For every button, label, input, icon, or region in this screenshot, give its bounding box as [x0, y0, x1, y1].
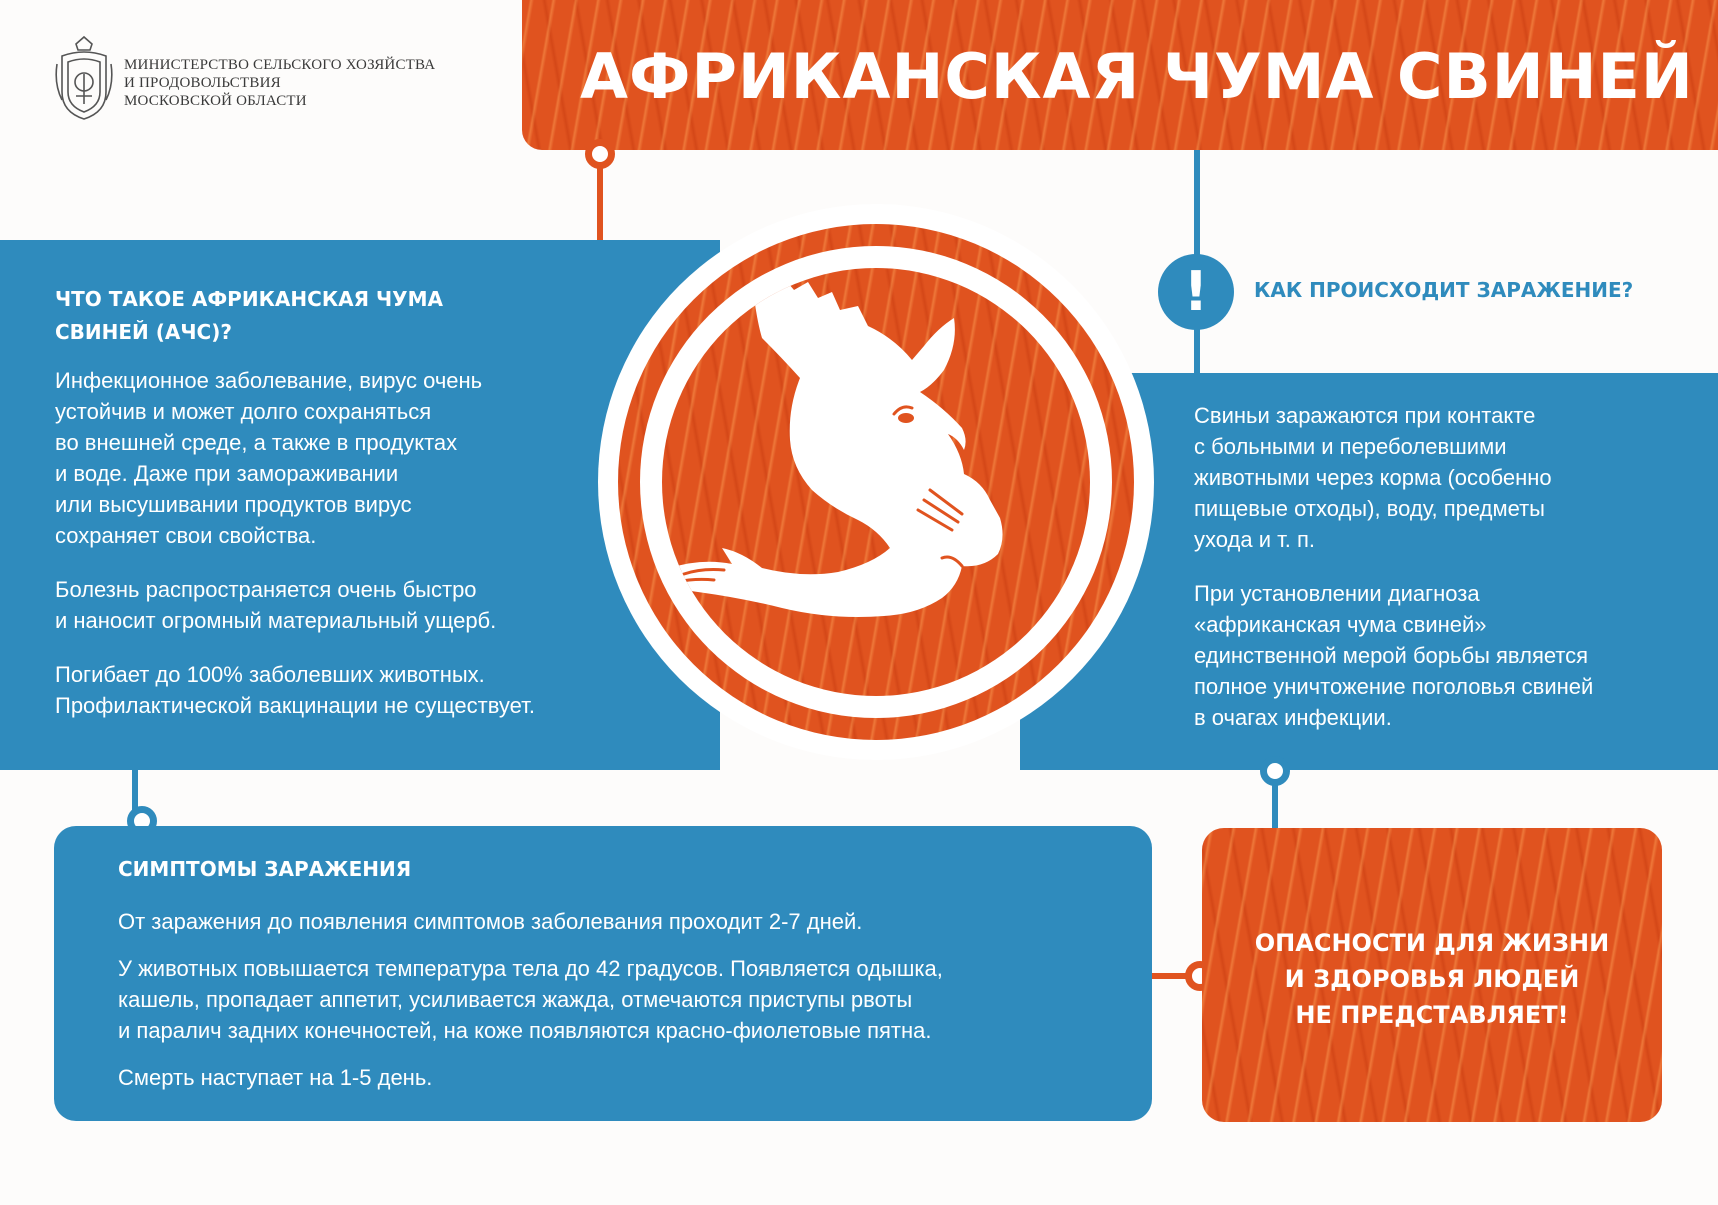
- ministry-name-line: И ПРОДОВОЛЬСТВИЯ: [124, 75, 281, 91]
- text-line: или высушивании продуктов вирус: [55, 492, 412, 517]
- text-line: При установлении диагноза: [1194, 581, 1480, 606]
- coat-of-arms-icon: [54, 34, 114, 122]
- exclamation-glyph: !: [1183, 260, 1209, 323]
- paragraph: [118, 906, 1118, 937]
- text-line: ОПАСНОСТИ ДЛЯ ЖИЗНИ: [1254, 929, 1610, 957]
- page-title: АФРИКАНСКАЯ ЧУМА СВИНЕЙ: [580, 40, 1694, 113]
- ministry-name-line: МОСКОВСКОЙ ОБЛАСТИ: [124, 93, 307, 109]
- text-line: и воде. Даже при замораживании: [55, 461, 399, 486]
- text-line: и наносит огромный материальный ущерб.: [55, 608, 497, 633]
- text-line: устойчив и может долго сохраняться: [55, 399, 432, 424]
- ministry-name-line: МИНИСТЕРСТВО СЕЛЬСКОГО ХОЗЯЙСТВА: [124, 57, 436, 73]
- symptoms-body: [118, 906, 1118, 1109]
- text-line: Профилактической вакцинации не существует.: [55, 693, 535, 718]
- text-line: НЕ ПРЕДСТАВЛЯЕТ!: [1295, 1001, 1569, 1029]
- medallion-core: [662, 268, 1090, 696]
- how-infected-heading: КАК ПРОИСХОДИТ ЗАРАЖЕНИЕ?: [1254, 278, 1634, 302]
- paragraph: [118, 1062, 1118, 1093]
- paragraph: [55, 659, 615, 721]
- text-line: «африканская чума свиней»: [1194, 612, 1487, 637]
- text-line: с больными и переболевшими: [1194, 434, 1507, 459]
- text-line: Смерть наступает на 1-5 день.: [118, 1065, 433, 1090]
- paragraph: [1194, 578, 1694, 733]
- text-line: У животных повышается температура тела до 42 градусов. Появляется одышка,: [118, 956, 943, 981]
- text-line: Болезнь распространяется очень быстро: [55, 577, 477, 602]
- text-line: кашель, пропадает аппетит, усиливается жажда, отмечаются приступы рвоты: [118, 987, 913, 1012]
- text-line: Погибает до 100% заболевших животных.: [55, 662, 485, 687]
- danger-message: [1202, 925, 1662, 1033]
- text-line: во внешней среде, а также в продуктах: [55, 430, 458, 455]
- text-line: ухода и т. п.: [1194, 527, 1315, 552]
- heading-line: ЧТО ТАКОЕ АФРИКАНСКАЯ ЧУМА: [55, 287, 443, 311]
- paragraph: [55, 365, 615, 551]
- heading-line: СВИНЕЙ (АЧС)?: [55, 320, 232, 344]
- what-is-heading: [55, 283, 615, 349]
- text-line: От заражения до появления симптомов заболевания проходит 2-7 дней.: [118, 909, 863, 934]
- text-line: животными через корма (особенно: [1194, 465, 1552, 490]
- ministry-name: [124, 56, 484, 110]
- what-is-body: [55, 365, 615, 744]
- how-infected-body: [1194, 400, 1694, 756]
- text-line: пищевые отходы), воду, предметы: [1194, 496, 1545, 521]
- connector-node: [1260, 756, 1290, 786]
- exclamation-icon: [1158, 254, 1234, 330]
- paragraph: [1194, 400, 1694, 555]
- paragraph: [55, 574, 615, 636]
- text-line: И ЗДОРОВЬЯ ЛЮДЕЙ: [1284, 965, 1580, 993]
- text-line: и паралич задних конечностей, на коже появляются красно-фиолетовые пятна.: [118, 1018, 932, 1043]
- paragraph: [118, 953, 1118, 1046]
- connector-node: [585, 139, 615, 169]
- text-line: полное уничтожение поголовья свиней: [1194, 674, 1594, 699]
- symptoms-heading: СИМПТОМЫ ЗАРАЖЕНИЯ: [118, 857, 412, 881]
- wild-boar-head-icon: [662, 268, 1090, 696]
- text-line: в очагах инфекции.: [1194, 705, 1392, 730]
- text-line: Инфекционное заболевание, вирус очень: [55, 368, 483, 393]
- text-line: единственной мерой борьбы является: [1194, 643, 1589, 668]
- text-line: сохраняет свои свойства.: [55, 523, 317, 548]
- text-line: Свиньи заражаются при контакте: [1194, 403, 1536, 428]
